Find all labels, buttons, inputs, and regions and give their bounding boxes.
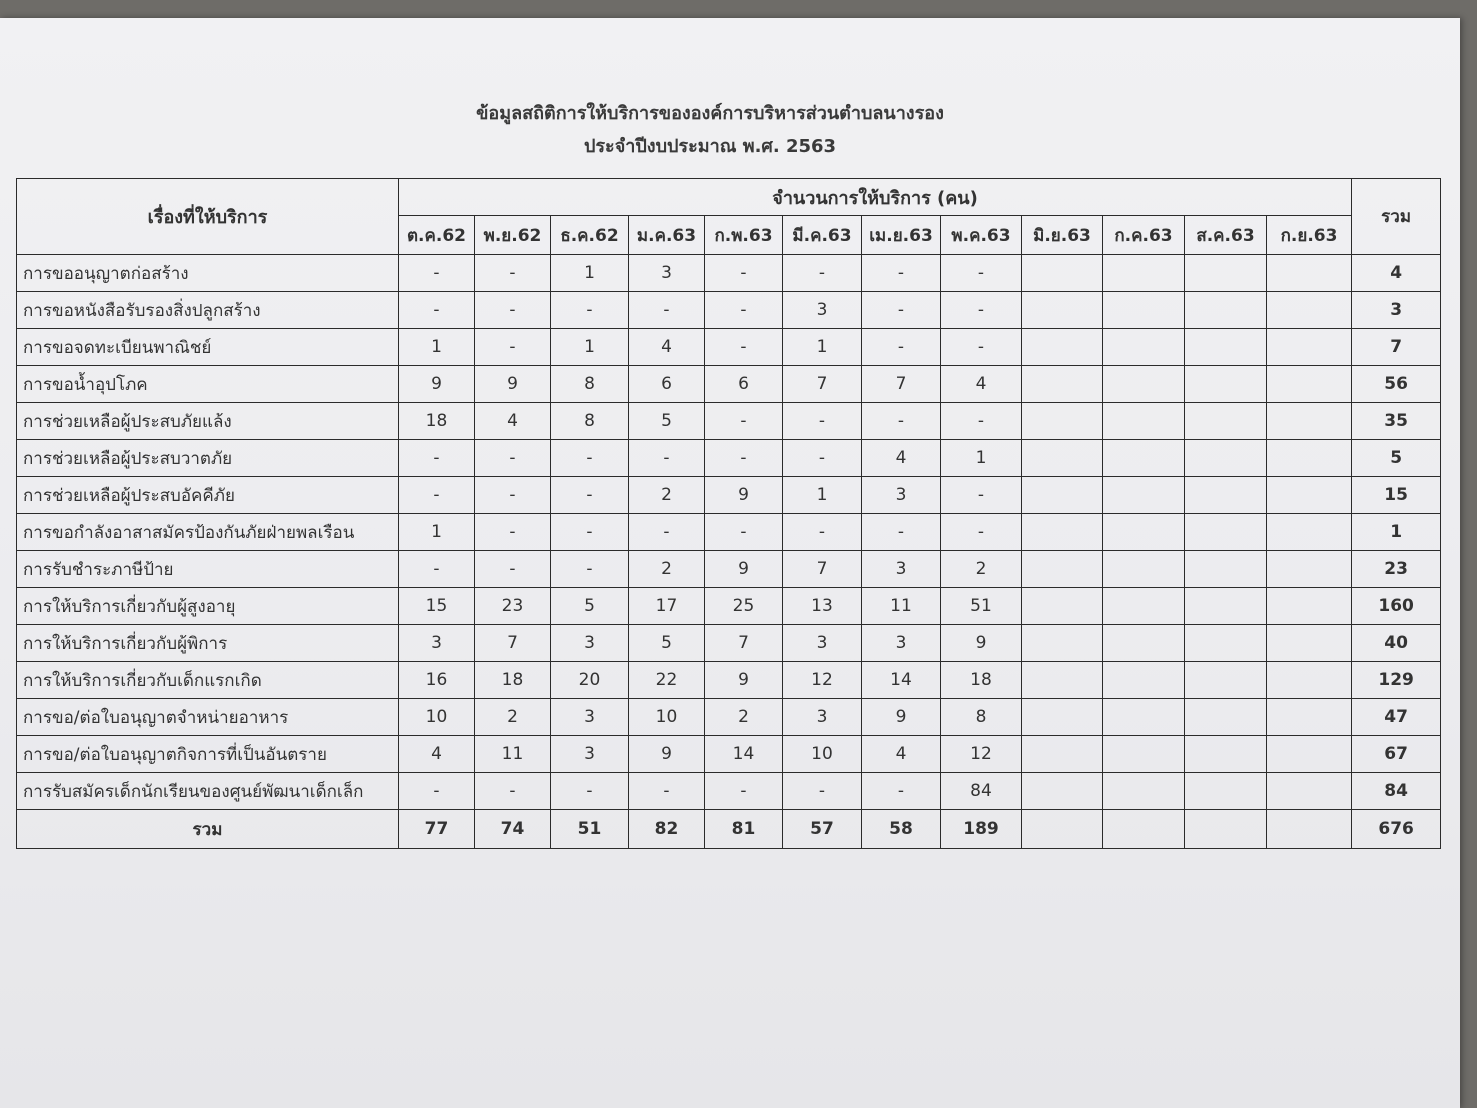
month-value-cell: 15: [399, 588, 475, 625]
month-value-cell: 4: [475, 403, 551, 440]
month-value-cell: 6: [629, 366, 705, 403]
table-row: [17, 514, 1441, 551]
month-value-cell: -: [475, 514, 551, 551]
month-value-cell: [1185, 292, 1267, 329]
month-value-cell: 17: [629, 588, 705, 625]
month-value-cell: [1103, 699, 1185, 736]
month-value-cell: 9: [705, 551, 783, 588]
table-row: [17, 255, 1441, 292]
table-row: [17, 292, 1441, 329]
month-value-cell: 7: [783, 551, 862, 588]
month-value-cell: 3: [551, 699, 629, 736]
month-value-cell: -: [941, 329, 1022, 366]
month-value-cell: -: [941, 292, 1022, 329]
row-total: 23: [1352, 551, 1441, 588]
month-value-cell: -: [399, 255, 475, 292]
month-header: ต.ค.62: [399, 216, 475, 255]
row-total: 129: [1352, 662, 1441, 699]
month-value-cell: -: [862, 403, 941, 440]
sum-row: [17, 810, 1441, 849]
month-value-cell: [1103, 662, 1185, 699]
row-topic: การช่วยเหลือผู้ประสบภัยแล้ง: [17, 403, 399, 440]
month-value-cell: -: [862, 514, 941, 551]
table-body: [17, 255, 1441, 849]
month-value-cell: [1103, 551, 1185, 588]
sum-value-cell: 82: [629, 810, 705, 849]
month-value-cell: -: [551, 440, 629, 477]
month-value-cell: [1022, 366, 1103, 403]
month-value-cell: -: [862, 255, 941, 292]
row-total: 67: [1352, 736, 1441, 773]
month-value-cell: 1: [783, 477, 862, 514]
month-value-cell: [1103, 477, 1185, 514]
month-value-cell: 2: [629, 477, 705, 514]
month-value-cell: -: [783, 440, 862, 477]
sum-value-cell: 81: [705, 810, 783, 849]
table-row: [17, 440, 1441, 477]
month-value-cell: 3: [862, 477, 941, 514]
month-value-cell: [1267, 588, 1352, 625]
month-value-cell: [1103, 514, 1185, 551]
row-total: 3: [1352, 292, 1441, 329]
month-value-cell: [1267, 255, 1352, 292]
month-value-cell: [1185, 329, 1267, 366]
month-value-cell: -: [783, 403, 862, 440]
month-value-cell: -: [475, 773, 551, 810]
month-value-cell: [1267, 514, 1352, 551]
month-value-cell: 18: [399, 403, 475, 440]
month-value-cell: [1022, 403, 1103, 440]
month-value-cell: 3: [862, 625, 941, 662]
month-value-cell: -: [475, 440, 551, 477]
month-value-cell: -: [475, 551, 551, 588]
month-value-cell: 1: [399, 514, 475, 551]
month-value-cell: -: [551, 292, 629, 329]
row-total: 160: [1352, 588, 1441, 625]
month-value-cell: [1022, 773, 1103, 810]
month-value-cell: [1022, 551, 1103, 588]
month-value-cell: -: [941, 255, 1022, 292]
month-value-cell: [1103, 625, 1185, 662]
table-row: [17, 662, 1441, 699]
row-total: 56: [1352, 366, 1441, 403]
month-value-cell: -: [475, 255, 551, 292]
row-total: 15: [1352, 477, 1441, 514]
month-value-cell: 84: [941, 773, 1022, 810]
row-total: 4: [1352, 255, 1441, 292]
month-value-cell: -: [399, 477, 475, 514]
month-value-cell: -: [705, 773, 783, 810]
month-value-cell: [1022, 292, 1103, 329]
month-value-cell: 7: [705, 625, 783, 662]
row-topic: การรับชำระภาษีป้าย: [17, 551, 399, 588]
row-topic: การให้บริการเกี่ยวกับผู้สูงอายุ: [17, 588, 399, 625]
sum-label: รวม: [17, 810, 399, 849]
month-value-cell: [1185, 625, 1267, 662]
month-value-cell: -: [399, 773, 475, 810]
month-value-cell: 3: [783, 699, 862, 736]
table-row: [17, 736, 1441, 773]
month-value-cell: 11: [475, 736, 551, 773]
month-value-cell: [1267, 292, 1352, 329]
month-value-cell: 9: [629, 736, 705, 773]
month-value-cell: -: [629, 514, 705, 551]
month-value-cell: -: [783, 514, 862, 551]
month-value-cell: [1267, 773, 1352, 810]
sum-value-cell: [1022, 810, 1103, 849]
month-value-cell: [1185, 366, 1267, 403]
month-value-cell: 2: [705, 699, 783, 736]
month-value-cell: [1267, 551, 1352, 588]
month-value-cell: 9: [399, 366, 475, 403]
month-value-cell: 1: [941, 440, 1022, 477]
sum-value-cell: [1185, 810, 1267, 849]
row-topic: การช่วยเหลือผู้ประสบวาตภัย: [17, 440, 399, 477]
month-value-cell: 3: [783, 625, 862, 662]
month-value-cell: -: [399, 292, 475, 329]
table-row: [17, 477, 1441, 514]
month-value-cell: 16: [399, 662, 475, 699]
month-value-cell: 1: [551, 329, 629, 366]
month-value-cell: [1267, 366, 1352, 403]
table-row: [17, 366, 1441, 403]
month-value-cell: 14: [862, 662, 941, 699]
month-value-cell: [1267, 625, 1352, 662]
row-topic: การขอน้ำอุปโภค: [17, 366, 399, 403]
month-value-cell: [1103, 366, 1185, 403]
topic-header: เรื่องที่ให้บริการ: [17, 179, 399, 255]
sum-value-cell: 58: [862, 810, 941, 849]
row-topic: การขอ/ต่อใบอนุญาตกิจการที่เป็นอันตราย: [17, 736, 399, 773]
month-value-cell: 4: [862, 440, 941, 477]
month-value-cell: [1185, 773, 1267, 810]
month-value-cell: 8: [551, 403, 629, 440]
sum-value-cell: [1267, 810, 1352, 849]
month-header: มิ.ย.63: [1022, 216, 1103, 255]
row-topic: การให้บริการเกี่ยวกับเด็กแรกเกิด: [17, 662, 399, 699]
table-row: [17, 773, 1441, 810]
month-value-cell: 18: [941, 662, 1022, 699]
document-title: ข้อมูลสถิติการให้บริการขององค์การบริหารส่วนตำบลนางรอง: [476, 103, 944, 124]
month-value-cell: -: [551, 514, 629, 551]
month-value-cell: -: [475, 329, 551, 366]
month-value-cell: [1185, 440, 1267, 477]
month-value-cell: 18: [475, 662, 551, 699]
month-value-cell: 3: [862, 551, 941, 588]
row-topic: การรับสมัครเด็กนักเรียนของศูนย์พัฒนาเด็กเล็ก: [17, 773, 399, 810]
month-value-cell: [1267, 403, 1352, 440]
month-value-cell: -: [551, 551, 629, 588]
month-value-cell: 10: [399, 699, 475, 736]
month-value-cell: -: [475, 292, 551, 329]
row-total: 1: [1352, 514, 1441, 551]
month-value-cell: -: [862, 292, 941, 329]
row-total: 7: [1352, 329, 1441, 366]
month-value-cell: 7: [862, 366, 941, 403]
month-value-cell: [1267, 329, 1352, 366]
month-value-cell: -: [399, 551, 475, 588]
grand-total: 676: [1352, 810, 1441, 849]
month-value-cell: 4: [629, 329, 705, 366]
month-value-cell: -: [705, 403, 783, 440]
month-value-cell: [1185, 477, 1267, 514]
month-value-cell: [1022, 255, 1103, 292]
month-value-cell: 14: [705, 736, 783, 773]
row-total: 5: [1352, 440, 1441, 477]
row-topic: การขอกำลังอาสาสมัครป้องกันภัยฝ่ายพลเรือน: [17, 514, 399, 551]
month-value-cell: [1022, 514, 1103, 551]
row-topic: การให้บริการเกี่ยวกับผู้พิการ: [17, 625, 399, 662]
month-value-cell: 13: [783, 588, 862, 625]
sum-value-cell: 57: [783, 810, 862, 849]
month-value-cell: [1022, 662, 1103, 699]
month-value-cell: 23: [475, 588, 551, 625]
month-value-cell: -: [629, 773, 705, 810]
month-value-cell: -: [475, 477, 551, 514]
month-value-cell: 20: [551, 662, 629, 699]
month-value-cell: [1103, 440, 1185, 477]
month-value-cell: [1103, 736, 1185, 773]
month-value-cell: 8: [551, 366, 629, 403]
month-value-cell: 2: [629, 551, 705, 588]
row-total: 35: [1352, 403, 1441, 440]
month-value-cell: 5: [629, 625, 705, 662]
month-value-cell: [1267, 736, 1352, 773]
month-value-cell: 8: [941, 699, 1022, 736]
month-value-cell: [1103, 329, 1185, 366]
month-value-cell: [1022, 440, 1103, 477]
document-subtitle: ประจำปีงบประมาณ พ.ศ. 2563: [583, 136, 837, 157]
month-value-cell: [1185, 662, 1267, 699]
month-header: ธ.ค.62: [551, 216, 629, 255]
month-value-cell: 12: [783, 662, 862, 699]
month-value-cell: -: [862, 329, 941, 366]
month-value-cell: 12: [941, 736, 1022, 773]
month-value-cell: -: [862, 773, 941, 810]
table-row: [17, 403, 1441, 440]
month-value-cell: -: [629, 440, 705, 477]
row-total: 47: [1352, 699, 1441, 736]
month-value-cell: [1022, 699, 1103, 736]
month-value-cell: 1: [399, 329, 475, 366]
month-header: ก.ค.63: [1103, 216, 1185, 255]
sum-value-cell: 51: [551, 810, 629, 849]
month-value-cell: -: [705, 514, 783, 551]
month-value-cell: -: [551, 773, 629, 810]
month-value-cell: [1103, 292, 1185, 329]
table-row: [17, 588, 1441, 625]
month-value-cell: [1103, 588, 1185, 625]
month-value-cell: [1267, 699, 1352, 736]
month-value-cell: 6: [705, 366, 783, 403]
month-value-cell: [1185, 699, 1267, 736]
month-value-cell: -: [629, 292, 705, 329]
month-value-cell: 1: [551, 255, 629, 292]
table-row: [17, 329, 1441, 366]
month-value-cell: 3: [629, 255, 705, 292]
month-value-cell: 1: [783, 329, 862, 366]
month-value-cell: 9: [862, 699, 941, 736]
month-value-cell: [1185, 551, 1267, 588]
month-value-cell: 51: [941, 588, 1022, 625]
sum-value-cell: 74: [475, 810, 551, 849]
month-value-cell: 22: [629, 662, 705, 699]
table-row: [17, 699, 1441, 736]
month-header: พ.ย.62: [475, 216, 551, 255]
month-value-cell: 9: [705, 477, 783, 514]
month-value-cell: [1103, 255, 1185, 292]
month-value-cell: [1185, 588, 1267, 625]
month-value-cell: 9: [705, 662, 783, 699]
month-value-cell: 3: [551, 625, 629, 662]
month-value-cell: -: [941, 514, 1022, 551]
month-value-cell: 2: [941, 551, 1022, 588]
month-value-cell: 4: [399, 736, 475, 773]
month-header: เม.ย.63: [862, 216, 941, 255]
month-value-cell: 4: [941, 366, 1022, 403]
month-header: ม.ค.63: [629, 216, 705, 255]
sum-value-cell: 77: [399, 810, 475, 849]
row-topic: การขอจดทะเบียนพาณิชย์: [17, 329, 399, 366]
month-value-cell: 11: [862, 588, 941, 625]
month-value-cell: [1185, 514, 1267, 551]
month-value-cell: 10: [783, 736, 862, 773]
total-header: รวม: [1352, 179, 1441, 255]
month-value-cell: -: [783, 255, 862, 292]
month-value-cell: -: [941, 403, 1022, 440]
month-value-cell: [1022, 329, 1103, 366]
month-value-cell: 3: [783, 292, 862, 329]
month-value-cell: -: [705, 329, 783, 366]
month-value-cell: 5: [551, 588, 629, 625]
month-value-cell: 7: [783, 366, 862, 403]
row-topic: การช่วยเหลือผู้ประสบอัคคีภัย: [17, 477, 399, 514]
table-row: [17, 625, 1441, 662]
month-value-cell: [1103, 773, 1185, 810]
service-count-header: จำนวนการให้บริการ (คน): [399, 179, 1352, 216]
month-value-cell: [1185, 403, 1267, 440]
month-header: พ.ค.63: [941, 216, 1022, 255]
month-value-cell: [1022, 736, 1103, 773]
month-value-cell: -: [705, 440, 783, 477]
month-value-cell: -: [399, 440, 475, 477]
row-total: 40: [1352, 625, 1441, 662]
month-value-cell: [1267, 662, 1352, 699]
month-value-cell: -: [941, 477, 1022, 514]
row-topic: การขอ/ต่อใบอนุญาตจำหน่ายอาหาร: [17, 699, 399, 736]
month-value-cell: 9: [941, 625, 1022, 662]
month-header: ก.ย.63: [1267, 216, 1352, 255]
month-value-cell: 5: [629, 403, 705, 440]
month-value-cell: [1185, 255, 1267, 292]
month-value-cell: 2: [475, 699, 551, 736]
sum-value-cell: [1103, 810, 1185, 849]
row-total: 84: [1352, 773, 1441, 810]
table-row: [17, 551, 1441, 588]
row-topic: การขอหนังสือรับรองสิ่งปลูกสร้าง: [17, 292, 399, 329]
month-header: ก.พ.63: [705, 216, 783, 255]
row-topic: การขออนุญาตก่อสร้าง: [17, 255, 399, 292]
month-value-cell: 7: [475, 625, 551, 662]
month-value-cell: 25: [705, 588, 783, 625]
month-value-cell: 10: [629, 699, 705, 736]
month-value-cell: [1022, 625, 1103, 662]
month-value-cell: [1103, 403, 1185, 440]
month-value-cell: -: [783, 773, 862, 810]
month-value-cell: -: [705, 292, 783, 329]
month-value-cell: [1185, 736, 1267, 773]
sum-value-cell: 189: [941, 810, 1022, 849]
service-statistics-table: [16, 178, 1441, 849]
month-value-cell: -: [551, 477, 629, 514]
month-value-cell: [1022, 588, 1103, 625]
month-value-cell: -: [705, 255, 783, 292]
month-value-cell: 4: [862, 736, 941, 773]
month-value-cell: 9: [475, 366, 551, 403]
month-value-cell: 3: [551, 736, 629, 773]
month-value-cell: [1267, 477, 1352, 514]
month-value-cell: [1267, 440, 1352, 477]
month-value-cell: 3: [399, 625, 475, 662]
month-header: มี.ค.63: [783, 216, 862, 255]
month-header: ส.ค.63: [1185, 216, 1267, 255]
month-value-cell: [1022, 477, 1103, 514]
